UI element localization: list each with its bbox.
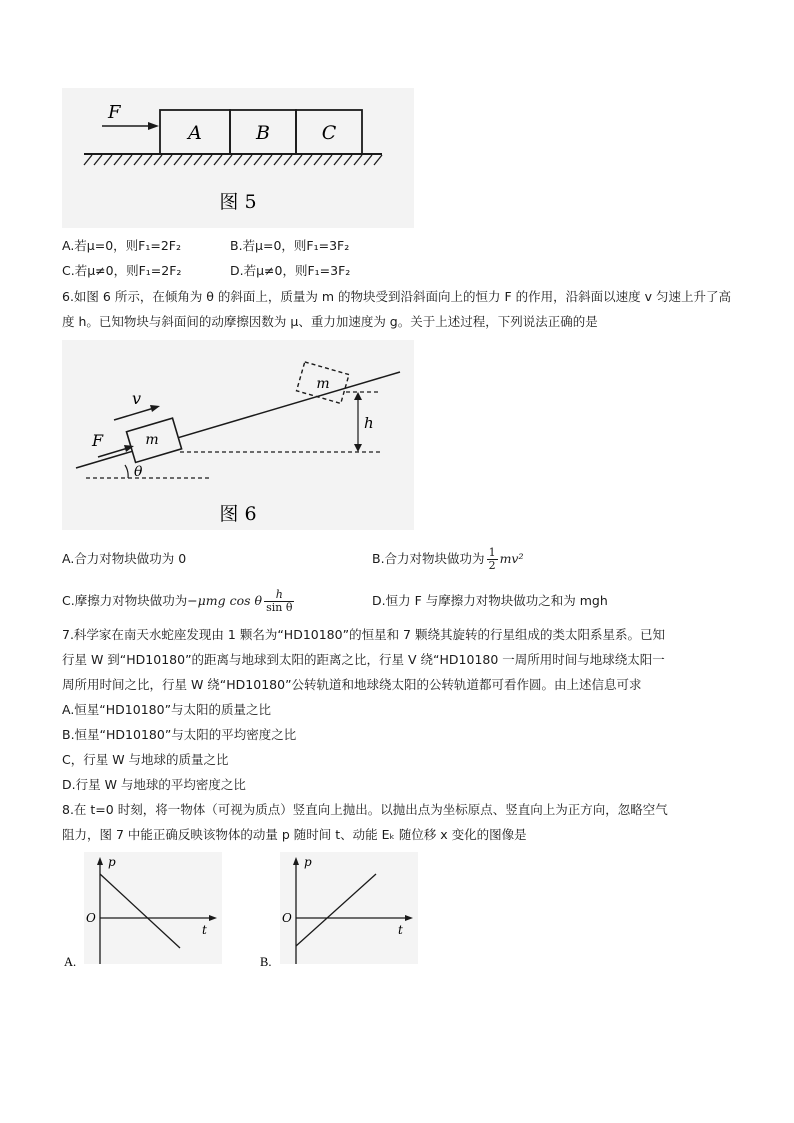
force-f-label: F xyxy=(92,431,104,450)
graph-b-y-label: p xyxy=(304,855,312,869)
q6-option-b-frac-den: 2 xyxy=(488,559,496,572)
force-label: F xyxy=(108,102,121,123)
mass-label-lower: m xyxy=(145,432,159,448)
q7-stem-line2: 行星 W 到“HD10180”的距离与地球到太阳的距离之比，行星 V 绕“HD10180 一周所用时间与地球绕太阳一 xyxy=(62,652,665,667)
graph-a-option: A. xyxy=(64,955,77,969)
block-b-label: B xyxy=(256,122,270,144)
q6-option-c-prefix: C.摩擦力对物块做功为 xyxy=(62,593,188,608)
figure-5-caption: 图 5 xyxy=(219,191,257,213)
q6-option-c xyxy=(62,587,296,615)
q6-option-c-expr: −μmg cos θ xyxy=(187,593,263,608)
q7-option-d: D.行星 W 与地球的平均密度之比 xyxy=(62,777,246,792)
q8-graph-a xyxy=(62,852,222,972)
mass-label-upper: m xyxy=(316,376,330,392)
q6-option-b-prefix: B.合力对物块做功为 xyxy=(372,551,485,566)
q7-stem-line1: 7.科学家在南天水蛇座发现由 1 颗名为“HD10180”的恒星和 7 颗绕其旋转的行星组成的类太阳系星系。已知 xyxy=(62,627,665,642)
q7-option-b: B.恒星“HD10180”与太阳的平均密度之比 xyxy=(62,727,297,742)
figure-6-background xyxy=(62,340,414,530)
q8-graph-b xyxy=(258,852,418,972)
q8-stem-line1: 8.在 t=0 时刻，将一物体（可视为质点）竖直向上抛出。以抛出点为坐标原点、竖直向上为正方向，忽略空气 xyxy=(62,802,668,817)
q6-option-c-frac-num: h xyxy=(264,589,294,602)
q6-stem: 6.如图 6 所示，在倾角为 θ 的斜面上，质量为 m 的物块受到沿斜面向上的恒力 F 的作用，沿斜面以速度 v 匀速上升了高度 h。已知物块与斜面间的动摩擦因数为 μ、重力加速度为 g。关于上述过程，下列说法正确的是 xyxy=(62,289,732,329)
block-a-label: A xyxy=(188,122,202,144)
height-label: h xyxy=(364,414,374,432)
q6-option-d: D.恒力 F 与摩擦力对物块做功之和为 mgh xyxy=(372,593,608,608)
graph-b-origin: O xyxy=(282,911,292,925)
q7-option-a: A.恒星“HD10180”与太阳的质量之比 xyxy=(62,702,272,717)
figure-6 xyxy=(62,340,414,530)
block-c-label: C xyxy=(321,122,337,144)
angle-label: θ xyxy=(134,464,143,480)
q6-option-b-frac-num: 1 xyxy=(488,546,496,559)
q5-option-a: A.若μ=0，则F₁=2F₂ xyxy=(62,238,182,253)
figure-5 xyxy=(62,88,414,228)
graph-a-x-label: t xyxy=(202,923,207,937)
velocity-label: v xyxy=(132,389,142,408)
q8-stem-line2: 阻力，图 7 中能正确反映该物体的动量 p 随时间 t、动能 Eₖ 随位移 x 变化的图像是 xyxy=(62,827,527,842)
q6-option-c-frac-den: sin θ xyxy=(266,601,293,614)
q6-option-b-suffix: mv² xyxy=(499,551,524,566)
q6-option-c-fraction xyxy=(264,589,294,614)
q6-option-a: A.合力对物块做功为 0 xyxy=(62,551,187,566)
q6-option-b-fraction xyxy=(487,547,498,572)
figure-6-caption: 图 6 xyxy=(219,503,257,525)
graph-a-background xyxy=(84,852,222,964)
graph-b-x-label: t xyxy=(398,923,403,937)
q5-option-c: C.若μ≠0，则F₁=2F₂ xyxy=(62,263,182,278)
graph-b-background xyxy=(280,852,418,964)
q7-option-c: C，行星 W 与地球的质量之比 xyxy=(62,752,229,767)
q6-option-b xyxy=(372,545,524,573)
graph-b-option: B. xyxy=(260,955,272,969)
q5-option-b: B.若μ=0，则F₁=3F₂ xyxy=(230,238,350,253)
graph-a-y-label: p xyxy=(108,855,116,869)
graph-a-origin: O xyxy=(86,911,96,925)
q5-option-d: D.若μ≠0，则F₁=3F₂ xyxy=(230,263,351,278)
q7-stem-line3: 周所用时间之比，行星 W 绕“HD10180”公转轨道和地球绕太阳的公转轨道都可看作圆。由上述信息可求 xyxy=(62,677,642,692)
